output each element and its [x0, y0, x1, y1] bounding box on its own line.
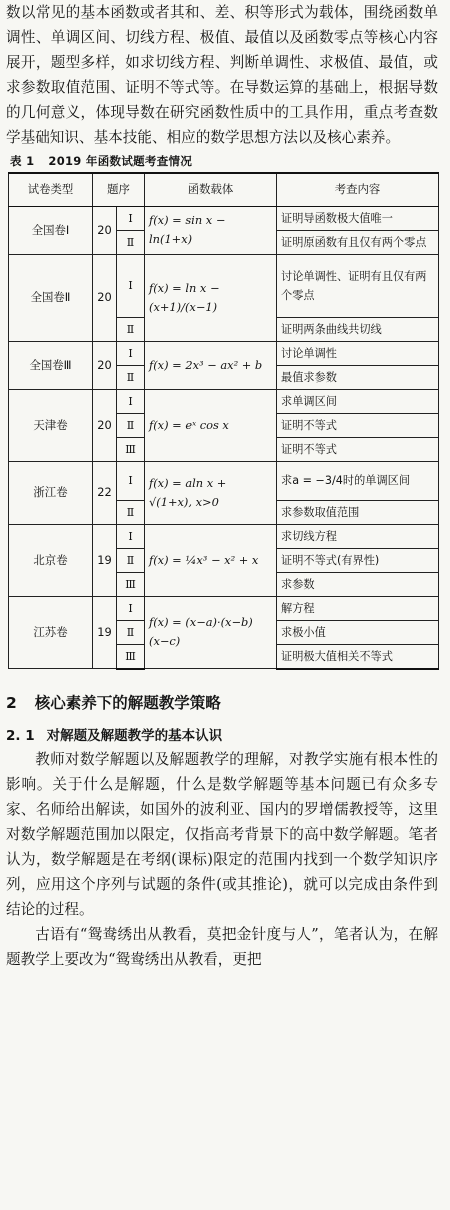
function-cell: f(x) = sin x − ln(1+x) [145, 206, 277, 254]
content-cell: 求参数取值范围 [277, 500, 439, 524]
function-cell: f(x) = ln x − (x+1)/(x−1) [145, 254, 277, 341]
body-paragraph: 古语有“鸳鸯绣出从教看，莫把金针度与人”，笔者认为，在解题教学上要改为“鸳鸯绣出从教看，更把 [6, 926, 438, 969]
content-cell: 求切线方程 [277, 524, 439, 548]
header-function: 函数载体 [145, 173, 277, 207]
sub-question-cell: Ⅰ [117, 596, 145, 620]
sub-question-cell: Ⅱ [117, 548, 145, 572]
section-heading [6, 692, 438, 714]
function-exam-table [8, 172, 439, 670]
table-caption-number: 表 1 [10, 153, 35, 168]
section-number: 2 [6, 693, 17, 712]
function-cell: f(x) = ¼x³ − x² + x [145, 524, 277, 596]
sub-question-cell: Ⅰ [117, 524, 145, 548]
sub-question-cell: Ⅰ [117, 461, 145, 500]
function-cell: f(x) = aln x + √(1+x), x>0 [145, 461, 277, 524]
question-number-cell: 20 [93, 206, 117, 254]
header-content: 考查内容 [277, 173, 439, 207]
sub-question-cell: Ⅰ [117, 389, 145, 413]
content-cell: 求极小值 [277, 620, 439, 644]
subsection-heading [6, 725, 438, 747]
sub-question-cell: Ⅱ [117, 620, 145, 644]
paper-type-cell: 全国卷Ⅱ [9, 254, 93, 341]
sub-question-cell: Ⅰ [117, 341, 145, 365]
question-number-cell: 20 [93, 341, 117, 389]
section-title: 核心素养下的解题教学策略 [34, 693, 221, 712]
sub-question-cell: Ⅱ [117, 413, 145, 437]
content-cell: 证明不等式 [277, 413, 439, 437]
question-number-cell: 20 [93, 254, 117, 341]
paper-type-cell: 浙江卷 [9, 461, 93, 524]
header-paper-type: 试卷类型 [9, 173, 93, 207]
content-cell: 解方程 [277, 596, 439, 620]
question-number-cell: 22 [93, 461, 117, 524]
content-cell: 证明原函数有且仅有两个零点 [277, 230, 439, 254]
sub-question-cell: Ⅱ [117, 365, 145, 389]
sub-question-cell: Ⅰ [117, 206, 145, 230]
header-question-number: 题序 [93, 173, 145, 207]
table-row [9, 341, 439, 365]
table-row [9, 596, 439, 620]
function-cell: f(x) = (x−a)·(x−b)(x−c) [145, 596, 277, 669]
content-cell: 讨论单调性 [277, 341, 439, 365]
sub-question-cell: Ⅱ [117, 500, 145, 524]
sub-question-cell: Ⅲ [117, 437, 145, 461]
subsection-number: 2. 1 [6, 727, 35, 744]
question-number-cell: 20 [93, 389, 117, 461]
table-row [9, 254, 439, 317]
page [6, 0, 438, 972]
table-caption-title: 2019 年函数试题考查情况 [48, 153, 193, 168]
table-row [9, 206, 439, 230]
function-cell: f(x) = eˣ cos x [145, 389, 277, 461]
content-cell: 求参数 [277, 572, 439, 596]
content-cell: 讨论单调性、证明有且仅有两个零点 [277, 254, 439, 317]
sub-question-cell: Ⅱ [117, 317, 145, 341]
table-caption [10, 153, 438, 169]
body-paragraph: 教师对数学解题以及解题教学的理解，对教学实施有根本性的影响。关于什么是解题，什么是数学解题等基本问题已有众多专家、名师给出解读，如国外的波利亚、国内的罗增儒教授等，这里对数学解题范围加以限定，仅指高考背景下的高中数学解题。笔者认为，数学解题是在考纲(课标)限定的范围内找到一个数学知识序列，应用这个序列与试题的条件(或其推论)，就可以完成由条件到结论的过程。 [6, 750, 438, 919]
content-cell: 求a = −3/4时的单调区间 [277, 461, 439, 500]
content-cell: 证明不等式 [277, 437, 439, 461]
function-cell: f(x) = 2x³ − ax² + b [145, 341, 277, 389]
paper-type-cell: 全国卷Ⅰ [9, 206, 93, 254]
paper-type-cell: 北京卷 [9, 524, 93, 596]
content-cell: 证明导函数极大值唯一 [277, 206, 439, 230]
sub-question-cell: Ⅲ [117, 644, 145, 669]
content-cell: 证明不等式(有界性) [277, 548, 439, 572]
table-header-row [9, 173, 439, 207]
table-row [9, 461, 439, 500]
paper-type-cell: 江苏卷 [9, 596, 93, 669]
intro-paragraph: 数以常见的基本函数或者其和、差、积等形式为载体，围绕函数单调性、单调区间、切线方程、极值、最值以及函数零点等核心内容展开，题型多样，如求切线方程、判断单调性、求极值、最值，或求参数取值范围、证明不等式等。在导数运算的基础上，根据导数的几何意义，体现导数在研究函数性质中的工具作用，重点考查数学基础知识、基本技能、相应的数学思想方法以及核心素养。 [6, 4, 438, 147]
question-number-cell: 19 [93, 524, 117, 596]
question-number-cell: 19 [93, 596, 117, 669]
paper-type-cell: 全国卷Ⅲ [9, 341, 93, 389]
content-cell: 求单调区间 [277, 389, 439, 413]
sub-question-cell: Ⅲ [117, 572, 145, 596]
sub-question-cell: Ⅱ [117, 230, 145, 254]
content-cell: 证明极大值相关不等式 [277, 644, 439, 669]
table-row [9, 389, 439, 413]
content-cell: 最值求参数 [277, 365, 439, 389]
paper-type-cell: 天津卷 [9, 389, 93, 461]
content-cell: 证明两条曲线共切线 [277, 317, 439, 341]
sub-question-cell: Ⅰ [117, 254, 145, 317]
table-row [9, 524, 439, 548]
subsection-title: 对解题及解题教学的基本认识 [46, 727, 223, 744]
